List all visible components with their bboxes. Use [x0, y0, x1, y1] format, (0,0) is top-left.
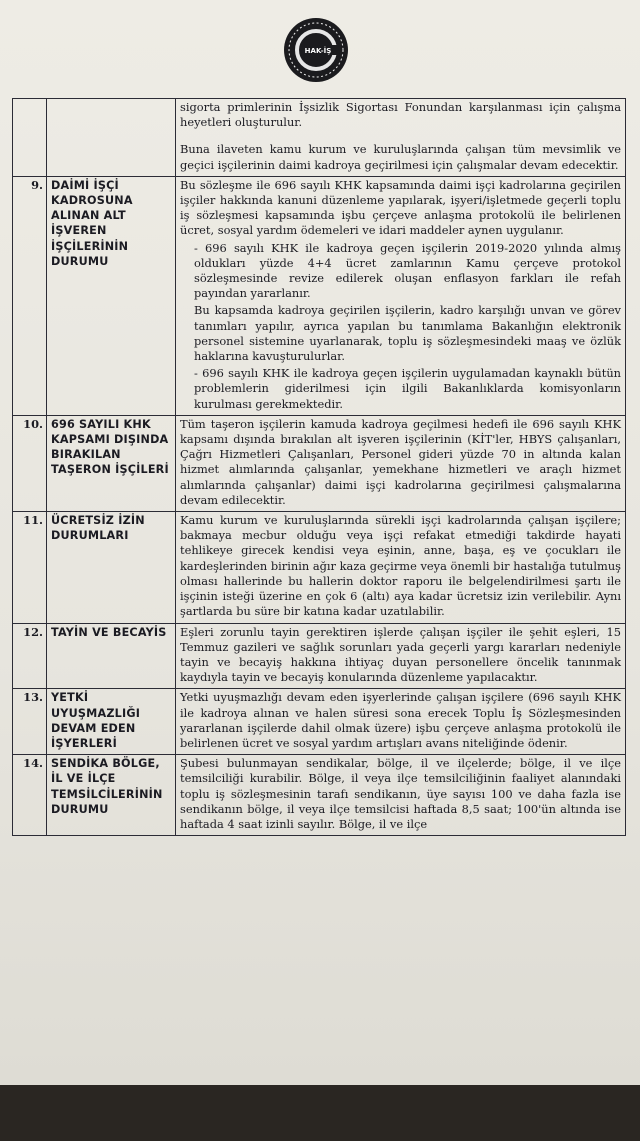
article-paragraph: - 696 sayılı KHK ile kadroya geçen işçilerin 2019-2020 yılında almış oldukları yüzde 4+4 ücret zamlarının Kamu çerçeve protokol sözleşmesinde revize edilerek oluşan enflasyon farkları ile refah payından yararlanır. [194, 240, 621, 301]
article-paragraph: Şubesi bulunmayan sendikalar, bölge, il ve ilçelerde; bölge, il ve ilçe temsilciliği kurabilir. Bölge, il veya ilçe temsilciliğinin faaliyet alanındaki toplu iş sözleşmesinin tarafı sendikanın, üye sayısı 100 ve daha fazla ise sendikanın bölge, il veya ilçe temsilcisi haftada 8,5 saat; 100'ün altında ise haftada 4 saat izinli sayılır. Bölge, il ve ilçe [180, 756, 621, 831]
article-paragraph: Kamu kurum ve kuruluşlarında sürekli işçi kadrolarında çalışan işçilere; bakmaya mecbur olduğu veya işçi refakat etmediği takdirde hayati tehlikeye girecek kendisi veya eşinin, anne, başa, eş ve çocukları ile kardeşlerinden birinin ağır kaza geçirme veya önemli bir hastalığa tutulmuş olması hallerinde bu hallerin doktor raporu ile belgelendirilmesi şartı ile işçinin isteği üzerine en çok 6 (altı) aya kadar ücretsiz izin verilebilir. Aynı şartlarda bu süre bir katına kadar uzatılabilir. [180, 513, 621, 619]
article-title [47, 99, 176, 177]
article-body [176, 623, 626, 689]
article-title: ÜCRETSİZ İZİN DURUMLARI [47, 512, 176, 623]
article-number [13, 99, 47, 177]
article-number: 11. [13, 512, 47, 623]
agreement-table [12, 98, 626, 836]
hak-is-logo [283, 17, 349, 83]
article-paragraph: Bu sözleşme ile 696 sayılı KHK kapsamında daimi işçi kadrolarına geçirilen işçiler hakkında kanuni düzenleme yapılarak, işyeri/işletmede geçerli toplu iş sözleşmesi kapsamında işbu çerçeve anlaşma protokolü ile belirlenen ücret, sosyal yardım ödemeleri ve idari maddeler aynen uygulanır. [180, 177, 621, 238]
article-paragraph: Tüm taşeron işçilerin kamuda kadroya geçilmesi hedefi ile 696 sayılı KHK kapsamı dışında bırakılan alt işveren işçilerinin (KİT'ler, HBYS çalışanları, Çağrı Hizmetleri Çalışanları, Personel gideri yüzde 70 in altında kalan hizmet alımlarında çalışanlar, yemekhane hizmetleri ve araçlı hizmet alımlarında çalışanlar) daimi işçi kadrolarına geçirilmesi çalışmalarına devam edilecektir. [180, 416, 621, 507]
article-paragraph: Eşleri zorunlu tayin gerektiren işlerde çalışan işçiler ile şehit eşleri, 15 Temmuz gazileri ve sağlık sorunları yada geçerli yargı kararları nedeniyle tayin ve becayiş hakkına ihtiyaç duyan personellere öncelik tanınmak kaydıyla tayin ve becayiş konularında düzenleme yapılacaktır. [180, 624, 621, 685]
article-title: DAİMİ İŞÇİ KADROSUNA ALINAN ALT İŞVEREN İŞÇİLERİNİN DURUMU [47, 176, 176, 415]
article-title: TAYİN VE BECAYİS [47, 623, 176, 689]
article-title: 696 SAYILI KHK KAPSAMI DIŞINDA BIRAKILAN TAŞERON İŞÇİLERİ [47, 415, 176, 511]
article-number: 13. [13, 689, 47, 755]
photo-shadow [0, 1085, 640, 1141]
article-body [176, 415, 626, 511]
table-row [13, 99, 626, 177]
table-row [13, 415, 626, 511]
article-number: 12. [13, 623, 47, 689]
article-body [176, 512, 626, 623]
logo-text: HAK-İŞ [304, 47, 332, 55]
article-number: 9. [13, 176, 47, 415]
article-paragraph: sigorta primlerinin İşsizlik Sigortası Fonundan karşılanması için çalışma heyetleri oluşturulur. [180, 100, 621, 130]
table-row [13, 623, 626, 689]
article-paragraph: Bu kapsamda kadroya geçirilen işçilerin, kadro karşılığı unvan ve görev tanımları yapılır, ayrıca yapılan bu tanımlama Bakanlığın elektronik personel sistemine uyarlanarak, toplu iş sözleşmesindeki maaş ve özlük haklarına kavuşturulurlar. [194, 303, 621, 364]
article-body [176, 689, 626, 755]
article-number: 14. [13, 755, 47, 836]
article-body [176, 99, 626, 177]
article-title: YETKİ UYUŞMAZLIĞI DEVAM EDEN İŞYERLERİ [47, 689, 176, 755]
article-paragraph: Yetki uyuşmazlığı devam eden işyerlerinde çalışan işçilere (696 sayılı KHK ile kadroya alınan ve halen süresi sona erecek Toplu İş Sözleşmesinden yararlanan işçilerde dahil olmak üzere) işbu çerçeve anlaşma protokolü ile belirlenen ücret ve sosyal yardım artışları avans niteliğinde ödenir. [180, 690, 621, 750]
article-body [176, 755, 626, 836]
table-row [13, 755, 626, 836]
article-number: 10. [13, 415, 47, 511]
article-paragraph: Buna ilaveten kamu kurum ve kuruluşlarında çalışan tüm mevsimlik ve geçici işçilerinin daimi kadroya geçirilmesi için çalışmalar devam edecektir. [180, 142, 621, 172]
article-paragraph: - 696 sayılı KHK ile kadroya geçen işçilerin uygulamadan kaynaklı bütün problemlerin giderilmesi için ilgili Bakanlıklarda komisyonların kurulması gerekmektedir. [194, 366, 621, 411]
article-title: SENDİKA BÖLGE, İL VE İLÇE TEMSİLCİLERİNİN DURUMU [47, 755, 176, 836]
table-row [13, 512, 626, 623]
table-row [13, 176, 626, 415]
article-body [176, 176, 626, 415]
table-row [13, 689, 626, 755]
